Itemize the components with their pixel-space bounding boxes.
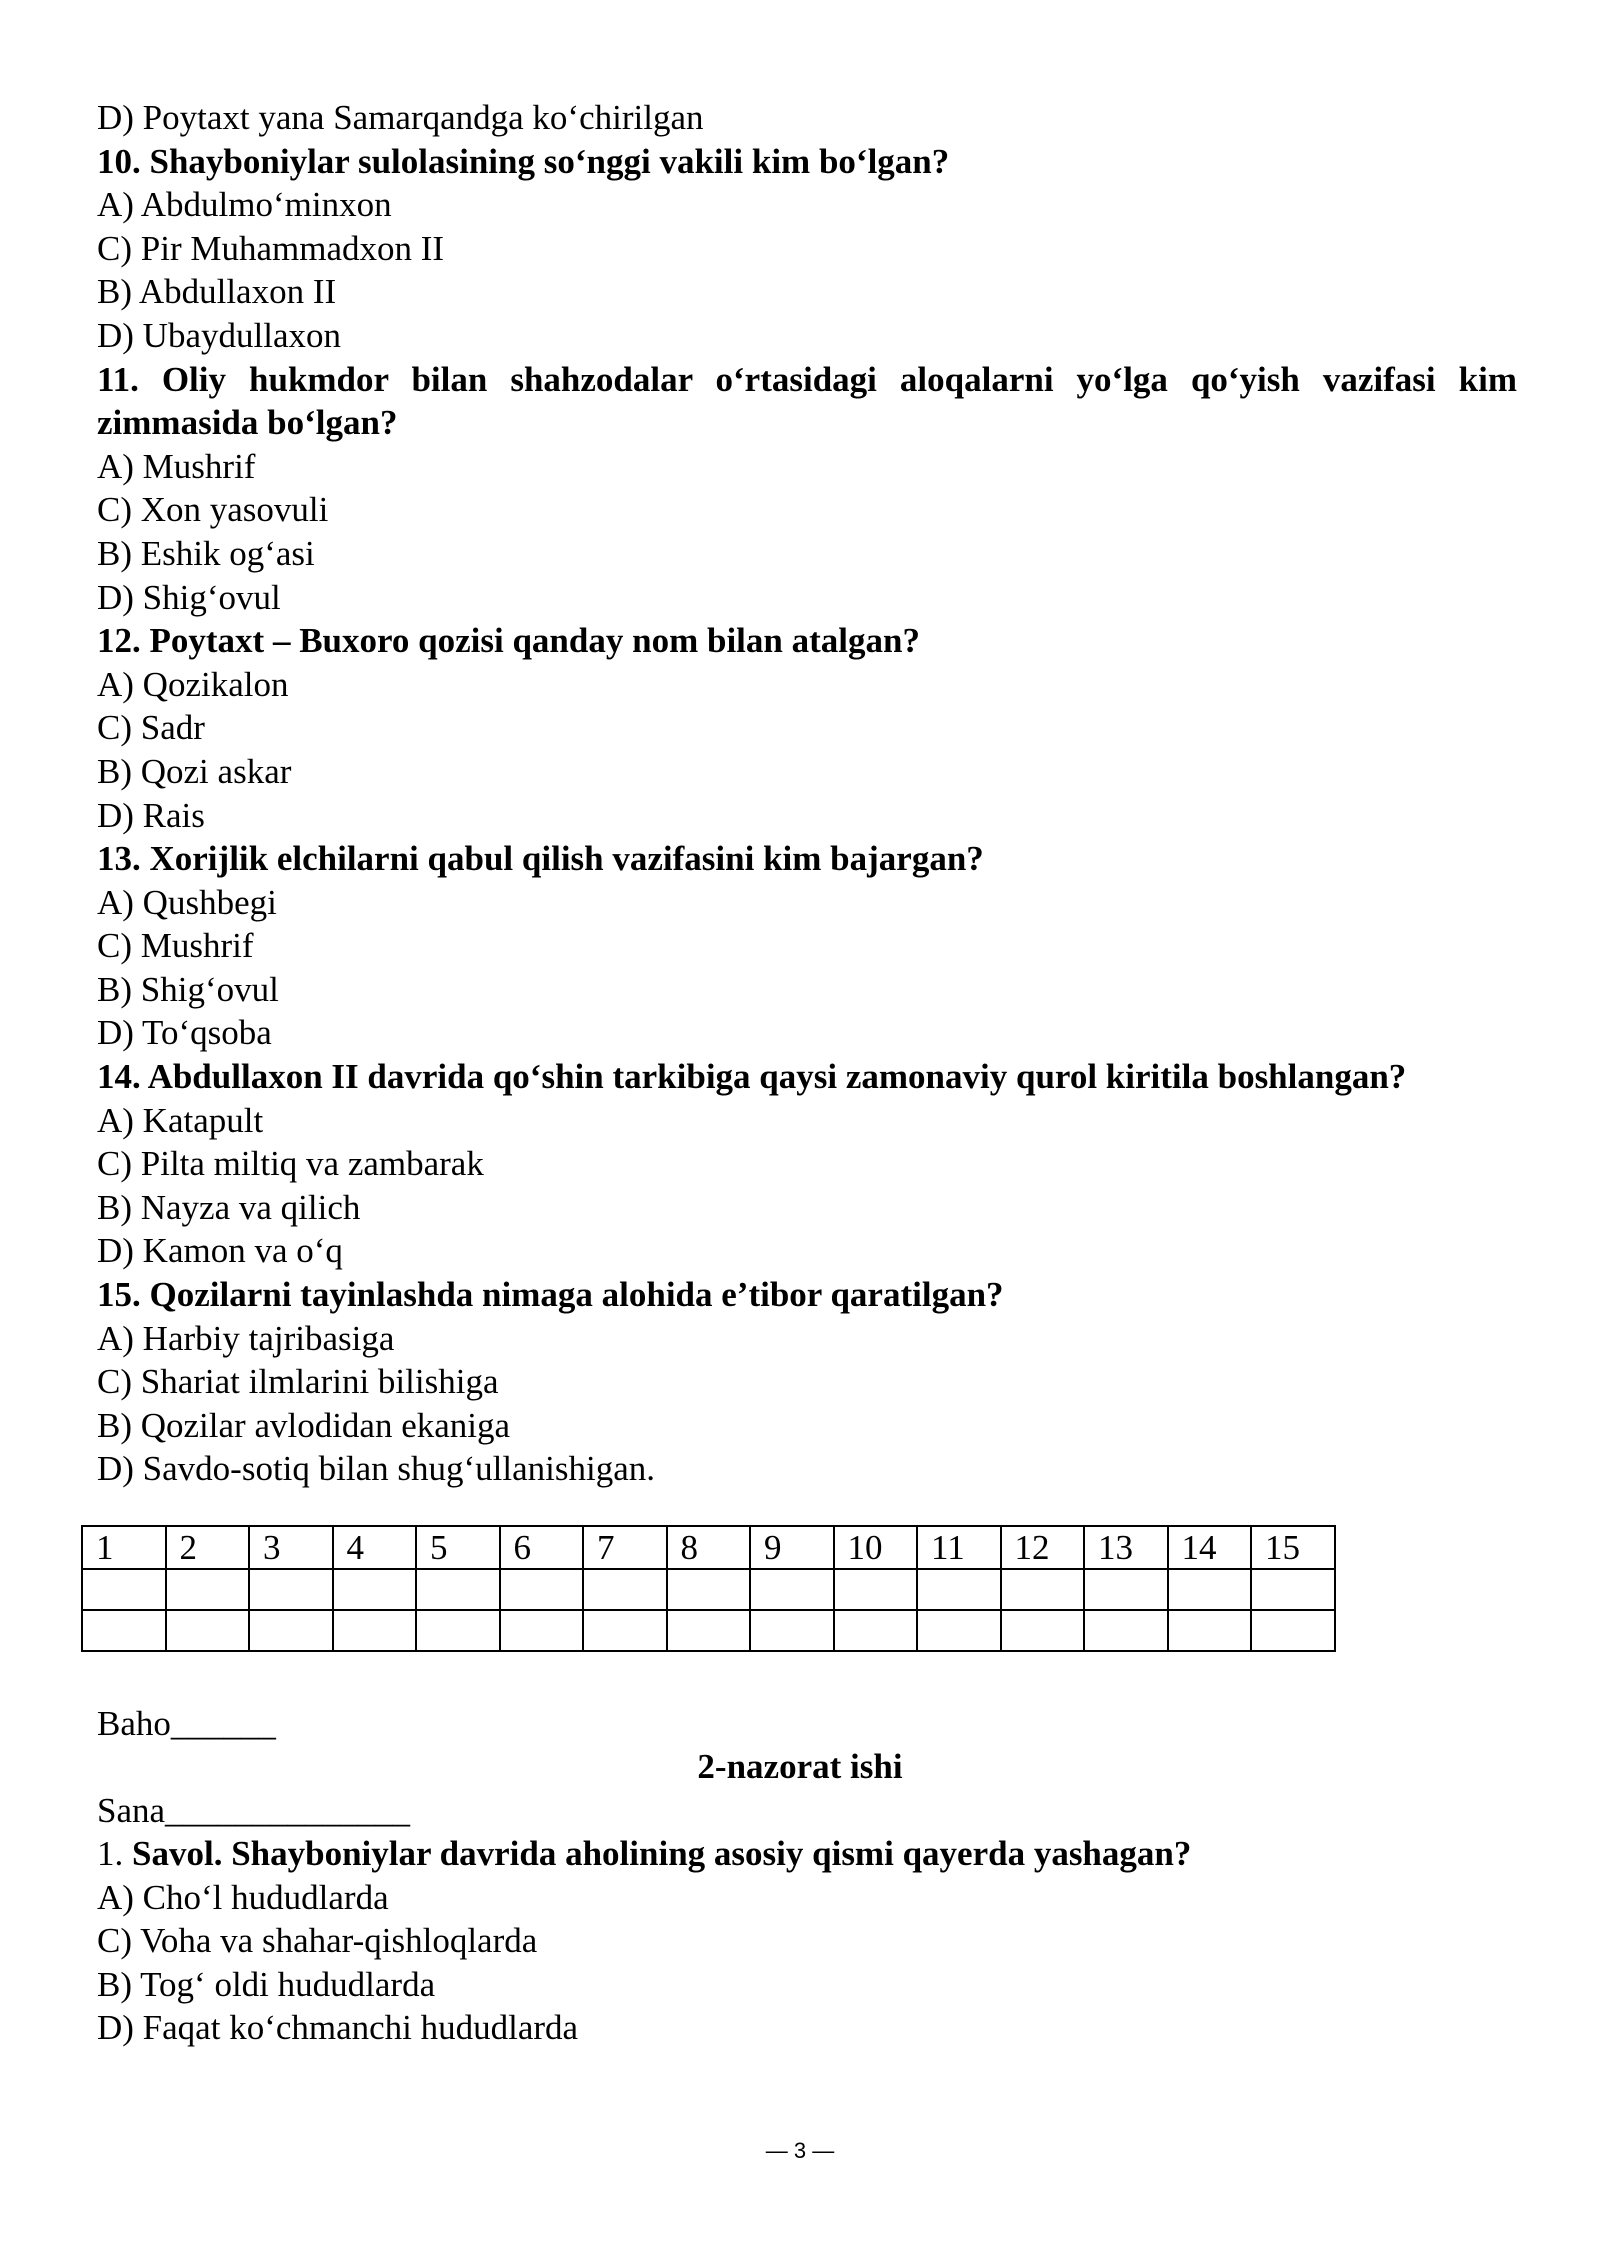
answer-cell[interactable] <box>667 1569 751 1610</box>
option-c: C) Pilta miltiq va zambarak <box>97 1144 484 1184</box>
option-c: C) Pir Muhammadxon II <box>97 228 445 268</box>
option-c: C) Sadr <box>97 708 205 748</box>
answer-cell[interactable] <box>416 1610 500 1651</box>
answer-cell[interactable] <box>416 1569 500 1610</box>
question-number: 1. <box>97 1834 132 1873</box>
date-field[interactable]: Sana______________ <box>97 1791 411 1830</box>
option-b: B) Qozilar avlodidan ekaniga <box>97 1405 511 1445</box>
answer-cell[interactable] <box>1168 1610 1252 1651</box>
answer-cell[interactable] <box>1001 1610 1085 1651</box>
question-block <box>97 358 1517 620</box>
answer-cell[interactable] <box>1084 1610 1168 1651</box>
option-line: D) Poytaxt yana Samarqandga ko‘chirilgan <box>97 98 704 137</box>
answer-cell[interactable] <box>1251 1569 1335 1610</box>
question-10: 10. Shayboniylar sulolasining so‘nggi vakili kim bo‘lgan? <box>97 141 950 181</box>
option-c: C) Mushrif <box>97 926 254 966</box>
option-c: C) Voha va shahar-qishloqlarda <box>97 1921 538 1961</box>
answer-cell[interactable] <box>1168 1569 1252 1610</box>
answer-header-cell: 2 <box>166 1526 250 1569</box>
answer-cell[interactable] <box>834 1610 918 1651</box>
answer-cell[interactable] <box>1001 1569 1085 1610</box>
question-block <box>97 1055 1517 1273</box>
answer-header-cell: 9 <box>750 1526 834 1569</box>
answer-cell[interactable] <box>834 1569 918 1610</box>
answer-table-header-row <box>82 1526 1335 1569</box>
question-15: 15. Qozilarni tayinlashda nimaga alohida e’tibor qaratilgan? <box>97 1275 1004 1315</box>
answer-cell[interactable] <box>82 1610 166 1651</box>
answer-header-cell: 4 <box>333 1526 417 1569</box>
option-a: A) Qozikalon <box>97 664 289 704</box>
option-a: A) Katapult <box>97 1100 264 1140</box>
answer-cell[interactable] <box>1084 1569 1168 1610</box>
option-b: B) Nayza va qilich <box>97 1187 361 1227</box>
answer-header-cell: 3 <box>249 1526 333 1569</box>
option-d: D) To‘qsoba <box>97 1013 272 1053</box>
option-a: A) Abdulmo‘minxon <box>97 185 392 225</box>
answer-header-cell: 15 <box>1251 1526 1335 1569</box>
option-a: A) Harbiy tajribasiga <box>97 1318 395 1358</box>
question-block <box>97 619 1517 837</box>
option-d: D) Ubaydullaxon <box>97 315 341 355</box>
question-13: 13. Xorijlik elchilarni qabul qilish vazifasini kim bajargan? <box>97 839 984 879</box>
option-d: D) Shig‘ovul <box>97 577 281 617</box>
option-b: B) Qozi askar <box>97 751 292 791</box>
option-c: C) Xon yasovuli <box>97 490 329 530</box>
answer-cell[interactable] <box>166 1610 250 1651</box>
questions-section <box>97 96 1517 1491</box>
answer-cell[interactable] <box>667 1610 751 1651</box>
option-b: B) Tog‘ oldi hududlarda <box>97 1964 436 2004</box>
answer-header-cell: 5 <box>416 1526 500 1569</box>
option-d: D) Rais <box>97 795 205 835</box>
answer-header-cell: 8 <box>667 1526 751 1569</box>
question-block <box>97 1273 1517 1491</box>
option-b: B) Abdullaxon II <box>97 272 337 312</box>
answer-cell[interactable] <box>583 1610 667 1651</box>
answer-header-cell: 1 <box>82 1526 166 1569</box>
answer-cell[interactable] <box>500 1610 584 1651</box>
answer-cell[interactable] <box>333 1610 417 1651</box>
grade-field[interactable]: Baho______ <box>97 1704 276 1743</box>
answer-cell[interactable] <box>1251 1610 1335 1651</box>
answer-cell[interactable] <box>333 1569 417 1610</box>
question-block <box>97 140 1517 358</box>
answer-header-cell: 12 <box>1001 1526 1085 1569</box>
option-a: A) Cho‘l hududlarda <box>97 1877 389 1917</box>
answer-cell[interactable] <box>500 1569 584 1610</box>
option-a: A) Mushrif <box>97 446 256 486</box>
answer-cell[interactable] <box>249 1569 333 1610</box>
answer-header-cell: 7 <box>583 1526 667 1569</box>
part2-questions <box>97 1832 1517 2050</box>
answer-cell[interactable] <box>249 1610 333 1651</box>
option-b: B) Shig‘ovul <box>97 969 279 1009</box>
answer-row <box>82 1610 1335 1651</box>
option-d: D) Faqat ko‘chmanchi hududlarda <box>97 2008 579 2048</box>
answer-cell[interactable] <box>583 1569 667 1610</box>
answer-header-cell: 11 <box>917 1526 1001 1569</box>
option-d: D) Savdo-sotiq bilan shug‘ullanishigan. <box>97 1449 656 1489</box>
section-title: 2-nazorat ishi <box>697 1747 903 1786</box>
question-text: Savol. Shayboniylar davrida aholining asosiy qismi qayerda yashagan? <box>132 1834 1192 1873</box>
answer-header-cell: 14 <box>1168 1526 1252 1569</box>
answer-header-cell: 6 <box>500 1526 584 1569</box>
answer-row <box>82 1569 1335 1610</box>
option-d: D) Kamon va o‘q <box>97 1231 343 1271</box>
answer-header-cell: 13 <box>1084 1526 1168 1569</box>
question-11: 11. Oliy hukmdor bilan shahzodalar o‘rtasidagi aloqalarni yo‘lga qo‘yish vazifasi kim zimmasida bo‘lgan? <box>97 359 1517 443</box>
option-c: C) Shariat ilmlarini bilishiga <box>97 1362 499 1402</box>
answer-cell[interactable] <box>750 1569 834 1610</box>
question-14: 14. Abdullaxon II davrida qo‘shin tarkibiga qaysi zamonaviy qurol kiritila boshlangan? <box>97 1057 1407 1097</box>
page-number: — 3 — <box>765 2138 835 2163</box>
question-1 <box>97 1832 1517 1876</box>
option-b: B) Eshik og‘asi <box>97 533 315 573</box>
option-a: A) Qushbegi <box>97 882 277 922</box>
answer-cell[interactable] <box>917 1610 1001 1651</box>
question-block <box>97 837 1517 1055</box>
answer-cell[interactable] <box>166 1569 250 1610</box>
answer-cell[interactable] <box>917 1569 1001 1610</box>
answer-header-cell: 10 <box>834 1526 918 1569</box>
answer-table <box>81 1525 1336 1652</box>
answer-cell[interactable] <box>82 1569 166 1610</box>
question-12: 12. Poytaxt – Buxoro qozisi qanday nom bilan atalgan? <box>97 621 920 661</box>
answer-cell[interactable] <box>750 1610 834 1651</box>
